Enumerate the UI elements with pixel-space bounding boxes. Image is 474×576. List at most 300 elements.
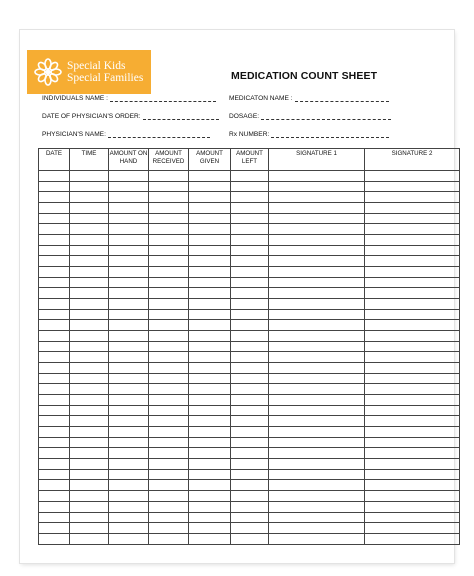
table-cell[interactable]	[109, 416, 149, 427]
table-cell[interactable]	[39, 459, 70, 470]
table-cell[interactable]	[39, 267, 70, 278]
table-cell[interactable]	[39, 427, 70, 438]
table-cell[interactable]	[189, 427, 231, 438]
rx-number-field[interactable]	[229, 130, 389, 138]
table-cell[interactable]	[70, 256, 109, 267]
table-cell[interactable]	[149, 459, 189, 470]
table-cell[interactable]	[189, 235, 231, 246]
table-cell[interactable]	[39, 448, 70, 459]
table-cell[interactable]	[269, 469, 365, 480]
table-cell[interactable]	[365, 235, 460, 246]
table-cell[interactable]	[189, 352, 231, 363]
medication-name-line[interactable]	[295, 94, 389, 102]
table-cell[interactable]	[109, 405, 149, 416]
table-cell[interactable]	[70, 448, 109, 459]
rx-number-line[interactable]	[271, 130, 389, 138]
medication-name-field[interactable]	[229, 94, 389, 102]
table-cell[interactable]	[70, 491, 109, 502]
table-row	[39, 523, 460, 534]
table-cell[interactable]	[149, 171, 189, 182]
table-cell[interactable]	[109, 245, 149, 256]
table-cell[interactable]	[269, 523, 365, 534]
table-cell[interactable]	[149, 320, 189, 331]
physicians-name-field[interactable]	[42, 130, 210, 138]
table-cell[interactable]	[109, 523, 149, 534]
table-cell[interactable]	[269, 256, 365, 267]
table-cell[interactable]	[109, 384, 149, 395]
table-cell[interactable]	[365, 256, 460, 267]
table-cell[interactable]	[39, 181, 70, 192]
table-cell[interactable]	[189, 405, 231, 416]
table-cell[interactable]	[231, 213, 269, 224]
table-cell[interactable]	[365, 501, 460, 512]
table-cell[interactable]	[365, 331, 460, 342]
table-row	[39, 203, 460, 214]
table-cell[interactable]	[365, 373, 460, 384]
table-cell[interactable]	[149, 224, 189, 235]
table-cell[interactable]	[231, 512, 269, 523]
table-cell[interactable]	[365, 491, 460, 502]
table-cell[interactable]	[39, 288, 70, 299]
table-cell[interactable]	[189, 416, 231, 427]
table-cell[interactable]	[39, 341, 70, 352]
table-cell[interactable]	[70, 203, 109, 214]
table-cell[interactable]	[365, 267, 460, 278]
table-cell[interactable]	[109, 501, 149, 512]
table-cell[interactable]	[231, 235, 269, 246]
table-cell[interactable]	[149, 267, 189, 278]
table-cell[interactable]	[70, 235, 109, 246]
table-cell[interactable]	[149, 448, 189, 459]
table-cell[interactable]	[189, 309, 231, 320]
table-cell[interactable]	[189, 373, 231, 384]
table-cell[interactable]	[231, 459, 269, 470]
table-cell[interactable]	[365, 523, 460, 534]
individuals-name-field[interactable]	[42, 94, 216, 102]
table-cell[interactable]	[39, 501, 70, 512]
table-cell[interactable]	[149, 512, 189, 523]
table-cell[interactable]	[365, 512, 460, 523]
table-cell[interactable]	[365, 213, 460, 224]
table-cell[interactable]	[149, 523, 189, 534]
physicians-name-line[interactable]	[108, 130, 210, 138]
table-cell[interactable]	[231, 245, 269, 256]
table-cell[interactable]	[70, 245, 109, 256]
table-cell[interactable]	[39, 213, 70, 224]
table-cell[interactable]	[70, 405, 109, 416]
table-cell[interactable]	[70, 277, 109, 288]
table-cell[interactable]	[189, 213, 231, 224]
table-cell[interactable]	[109, 171, 149, 182]
table-cell[interactable]	[149, 373, 189, 384]
table-cell[interactable]	[109, 203, 149, 214]
table-cell[interactable]	[231, 320, 269, 331]
table-cell[interactable]	[39, 235, 70, 246]
table-cell[interactable]	[189, 459, 231, 470]
table-cell[interactable]	[365, 309, 460, 320]
table-cell[interactable]	[109, 341, 149, 352]
table-cell[interactable]	[39, 299, 70, 310]
table-cell[interactable]	[269, 427, 365, 438]
table-cell[interactable]	[189, 469, 231, 480]
table-cell[interactable]	[149, 277, 189, 288]
table-cell[interactable]	[231, 501, 269, 512]
table-cell[interactable]	[109, 320, 149, 331]
table-cell[interactable]	[70, 224, 109, 235]
table-cell[interactable]	[70, 299, 109, 310]
table-cell[interactable]	[70, 459, 109, 470]
table-cell[interactable]	[189, 491, 231, 502]
table-cell[interactable]	[269, 352, 365, 363]
table-cell[interactable]	[231, 181, 269, 192]
table-cell[interactable]	[231, 256, 269, 267]
table-cell[interactable]	[365, 192, 460, 203]
table-cell[interactable]	[231, 427, 269, 438]
table-cell[interactable]	[365, 203, 460, 214]
table-cell[interactable]	[149, 533, 189, 544]
table-cell[interactable]	[365, 245, 460, 256]
table-cell[interactable]	[269, 192, 365, 203]
table-cell[interactable]	[269, 405, 365, 416]
table-cell[interactable]	[231, 491, 269, 502]
table-cell[interactable]	[269, 288, 365, 299]
table-cell[interactable]	[39, 480, 70, 491]
table-cell[interactable]	[70, 480, 109, 491]
table-cell[interactable]	[109, 288, 149, 299]
table-cell[interactable]	[269, 245, 365, 256]
table-cell[interactable]	[231, 224, 269, 235]
table-cell[interactable]	[70, 171, 109, 182]
table-cell[interactable]	[269, 533, 365, 544]
table-cell[interactable]	[189, 181, 231, 192]
table-cell[interactable]	[365, 363, 460, 374]
table-cell[interactable]	[70, 267, 109, 278]
table-cell[interactable]	[189, 512, 231, 523]
table-cell[interactable]	[149, 288, 189, 299]
table-cell[interactable]	[109, 469, 149, 480]
table-cell[interactable]	[109, 437, 149, 448]
table-cell[interactable]	[365, 288, 460, 299]
table-cell[interactable]	[109, 373, 149, 384]
table-cell[interactable]	[189, 395, 231, 406]
table-cell[interactable]	[70, 523, 109, 534]
table-cell[interactable]	[149, 405, 189, 416]
table-cell[interactable]	[39, 224, 70, 235]
table-cell[interactable]	[39, 277, 70, 288]
table-cell[interactable]	[189, 341, 231, 352]
table-cell[interactable]	[109, 491, 149, 502]
table-cell[interactable]	[189, 480, 231, 491]
table-cell[interactable]	[70, 501, 109, 512]
table-cell[interactable]	[365, 224, 460, 235]
table-cell[interactable]	[189, 501, 231, 512]
table-cell[interactable]	[149, 395, 189, 406]
table-cell[interactable]	[70, 352, 109, 363]
table-cell[interactable]	[149, 480, 189, 491]
table-cell[interactable]	[231, 405, 269, 416]
table-cell[interactable]	[39, 171, 70, 182]
table-cell[interactable]	[39, 523, 70, 534]
table-cell[interactable]	[39, 309, 70, 320]
table-cell[interactable]	[109, 352, 149, 363]
table-cell[interactable]	[269, 448, 365, 459]
table-cell[interactable]	[70, 469, 109, 480]
table-cell[interactable]	[189, 533, 231, 544]
table-cell[interactable]	[149, 469, 189, 480]
table-cell[interactable]	[149, 437, 189, 448]
table-cell[interactable]	[231, 288, 269, 299]
table-cell[interactable]	[189, 192, 231, 203]
table-cell[interactable]	[39, 245, 70, 256]
table-cell[interactable]	[269, 299, 365, 310]
table-cell[interactable]	[365, 405, 460, 416]
table-cell[interactable]	[70, 309, 109, 320]
table-cell[interactable]	[109, 427, 149, 438]
table-cell[interactable]	[149, 181, 189, 192]
table-cell[interactable]	[269, 512, 365, 523]
column-header-amount-on-hand: AMOUNT ON HAND	[109, 149, 149, 171]
table-row	[39, 235, 460, 246]
table-cell[interactable]	[149, 491, 189, 502]
table-cell[interactable]	[365, 299, 460, 310]
table-cell[interactable]	[365, 459, 460, 470]
table-cell[interactable]	[269, 341, 365, 352]
table-cell[interactable]	[189, 224, 231, 235]
table-cell[interactable]	[189, 203, 231, 214]
table-cell[interactable]	[269, 459, 365, 470]
table-cell[interactable]	[109, 512, 149, 523]
table-cell[interactable]	[231, 395, 269, 406]
table-cell[interactable]	[39, 405, 70, 416]
table-cell[interactable]	[365, 437, 460, 448]
table-cell[interactable]	[149, 203, 189, 214]
table-cell[interactable]	[109, 299, 149, 310]
table-cell[interactable]	[231, 363, 269, 374]
table-cell[interactable]	[231, 523, 269, 534]
table-cell[interactable]	[365, 384, 460, 395]
table-cell[interactable]	[109, 395, 149, 406]
table-cell[interactable]	[189, 277, 231, 288]
table-cell[interactable]	[365, 352, 460, 363]
table-cell[interactable]	[269, 277, 365, 288]
table-cell[interactable]	[365, 533, 460, 544]
table-cell[interactable]	[189, 384, 231, 395]
table-cell[interactable]	[365, 469, 460, 480]
table-cell[interactable]	[231, 469, 269, 480]
table-cell[interactable]	[70, 213, 109, 224]
table-cell[interactable]	[269, 331, 365, 342]
table-cell[interactable]	[231, 416, 269, 427]
table-cell[interactable]	[231, 352, 269, 363]
table-cell[interactable]	[231, 267, 269, 278]
table-cell[interactable]	[149, 235, 189, 246]
table-cell[interactable]	[365, 277, 460, 288]
table-cell[interactable]	[269, 437, 365, 448]
table-cell[interactable]	[365, 341, 460, 352]
column-header-date: DATE	[39, 149, 70, 171]
table-cell[interactable]	[189, 171, 231, 182]
table-cell[interactable]	[231, 533, 269, 544]
table-cell[interactable]	[70, 192, 109, 203]
table-cell[interactable]	[109, 309, 149, 320]
table-cell[interactable]	[365, 427, 460, 438]
table-cell[interactable]	[269, 480, 365, 491]
table-cell[interactable]	[231, 192, 269, 203]
table-cell[interactable]	[39, 363, 70, 374]
table-cell[interactable]	[70, 331, 109, 342]
table-cell[interactable]	[149, 213, 189, 224]
table-cell[interactable]	[39, 203, 70, 214]
table-cell[interactable]	[70, 384, 109, 395]
table-cell[interactable]	[365, 480, 460, 491]
table-cell[interactable]	[269, 373, 365, 384]
table-cell[interactable]	[109, 213, 149, 224]
table-cell[interactable]	[149, 309, 189, 320]
table-cell[interactable]	[109, 331, 149, 342]
table-cell[interactable]	[109, 181, 149, 192]
table-cell[interactable]	[189, 523, 231, 534]
table-cell[interactable]	[149, 192, 189, 203]
table-cell[interactable]	[109, 192, 149, 203]
table-cell[interactable]	[39, 395, 70, 406]
table-cell[interactable]	[39, 320, 70, 331]
table-cell[interactable]	[149, 245, 189, 256]
table-cell[interactable]	[39, 384, 70, 395]
table-cell[interactable]	[269, 267, 365, 278]
table-cell[interactable]	[189, 245, 231, 256]
table-cell[interactable]	[109, 267, 149, 278]
table-cell[interactable]	[70, 373, 109, 384]
table-cell[interactable]	[149, 331, 189, 342]
table-cell[interactable]	[231, 480, 269, 491]
table-cell[interactable]	[70, 363, 109, 374]
table-cell[interactable]	[149, 416, 189, 427]
individuals-name-line[interactable]	[110, 94, 216, 102]
table-cell[interactable]	[189, 448, 231, 459]
table-cell[interactable]	[109, 533, 149, 544]
table-cell[interactable]	[109, 459, 149, 470]
table-cell[interactable]	[269, 309, 365, 320]
table-cell[interactable]	[269, 416, 365, 427]
table-cell[interactable]	[365, 416, 460, 427]
table-cell[interactable]	[70, 416, 109, 427]
logo-line-1: Special Kids	[67, 60, 126, 72]
table-cell[interactable]	[39, 373, 70, 384]
table-cell[interactable]	[365, 395, 460, 406]
dosage-line[interactable]	[261, 112, 391, 120]
table-cell[interactable]	[365, 171, 460, 182]
table-cell[interactable]	[109, 448, 149, 459]
table-cell[interactable]	[231, 299, 269, 310]
table-cell[interactable]	[189, 320, 231, 331]
table-cell[interactable]	[269, 224, 365, 235]
table-cell[interactable]	[149, 427, 189, 438]
table-cell[interactable]	[231, 437, 269, 448]
table-cell[interactable]	[365, 320, 460, 331]
table-cell[interactable]	[39, 416, 70, 427]
table-cell[interactable]	[231, 331, 269, 342]
table-cell[interactable]	[109, 235, 149, 246]
table-cell[interactable]	[269, 235, 365, 246]
table-cell[interactable]	[109, 224, 149, 235]
table-cell[interactable]	[149, 352, 189, 363]
table-cell[interactable]	[70, 533, 109, 544]
table-cell[interactable]	[39, 352, 70, 363]
date-physicians-order-field[interactable]	[42, 112, 219, 120]
table-cell[interactable]	[269, 395, 365, 406]
table-cell[interactable]	[269, 320, 365, 331]
table-cell[interactable]	[149, 384, 189, 395]
table-cell[interactable]	[39, 533, 70, 544]
table-cell[interactable]	[189, 363, 231, 374]
table-cell[interactable]	[269, 203, 365, 214]
table-row	[39, 384, 460, 395]
table-cell[interactable]	[109, 363, 149, 374]
table-cell[interactable]	[231, 171, 269, 182]
table-cell[interactable]	[70, 341, 109, 352]
table-cell[interactable]	[231, 309, 269, 320]
table-cell[interactable]	[269, 171, 365, 182]
table-cell[interactable]	[365, 181, 460, 192]
table-cell[interactable]	[70, 288, 109, 299]
table-cell[interactable]	[39, 256, 70, 267]
table-cell[interactable]	[39, 192, 70, 203]
table-cell[interactable]	[149, 256, 189, 267]
table-cell[interactable]	[70, 427, 109, 438]
table-cell[interactable]	[189, 331, 231, 342]
table-cell[interactable]	[70, 437, 109, 448]
table-cell[interactable]	[231, 384, 269, 395]
table-cell[interactable]	[39, 512, 70, 523]
table-cell[interactable]	[269, 491, 365, 502]
date-physicians-order-line[interactable]	[143, 112, 219, 120]
table-cell[interactable]	[231, 448, 269, 459]
table-cell[interactable]	[39, 469, 70, 480]
table-cell[interactable]	[109, 480, 149, 491]
table-cell[interactable]	[189, 256, 231, 267]
table-cell[interactable]	[189, 267, 231, 278]
table-cell[interactable]	[231, 277, 269, 288]
individuals-name-label: INDIVIDUALS NAME :	[42, 95, 108, 102]
table-cell[interactable]	[189, 299, 231, 310]
table-cell[interactable]	[189, 288, 231, 299]
table-cell[interactable]	[189, 437, 231, 448]
table-cell[interactable]	[269, 363, 365, 374]
table-cell[interactable]	[231, 341, 269, 352]
table-cell[interactable]	[109, 277, 149, 288]
table-cell[interactable]	[70, 320, 109, 331]
table-cell[interactable]	[365, 448, 460, 459]
table-cell[interactable]	[39, 437, 70, 448]
table-cell[interactable]	[109, 256, 149, 267]
table-cell[interactable]	[70, 512, 109, 523]
table-cell[interactable]	[149, 299, 189, 310]
table-cell[interactable]	[149, 363, 189, 374]
table-cell[interactable]	[39, 331, 70, 342]
table-cell[interactable]	[269, 181, 365, 192]
table-cell[interactable]	[70, 181, 109, 192]
table-cell[interactable]	[149, 501, 189, 512]
table-cell[interactable]	[269, 384, 365, 395]
table-cell[interactable]	[231, 373, 269, 384]
dosage-field[interactable]	[229, 112, 391, 120]
table-cell[interactable]	[39, 491, 70, 502]
table-cell[interactable]	[269, 501, 365, 512]
table-cell[interactable]	[269, 213, 365, 224]
table-cell[interactable]	[70, 395, 109, 406]
table-cell[interactable]	[149, 341, 189, 352]
table-cell[interactable]	[231, 203, 269, 214]
